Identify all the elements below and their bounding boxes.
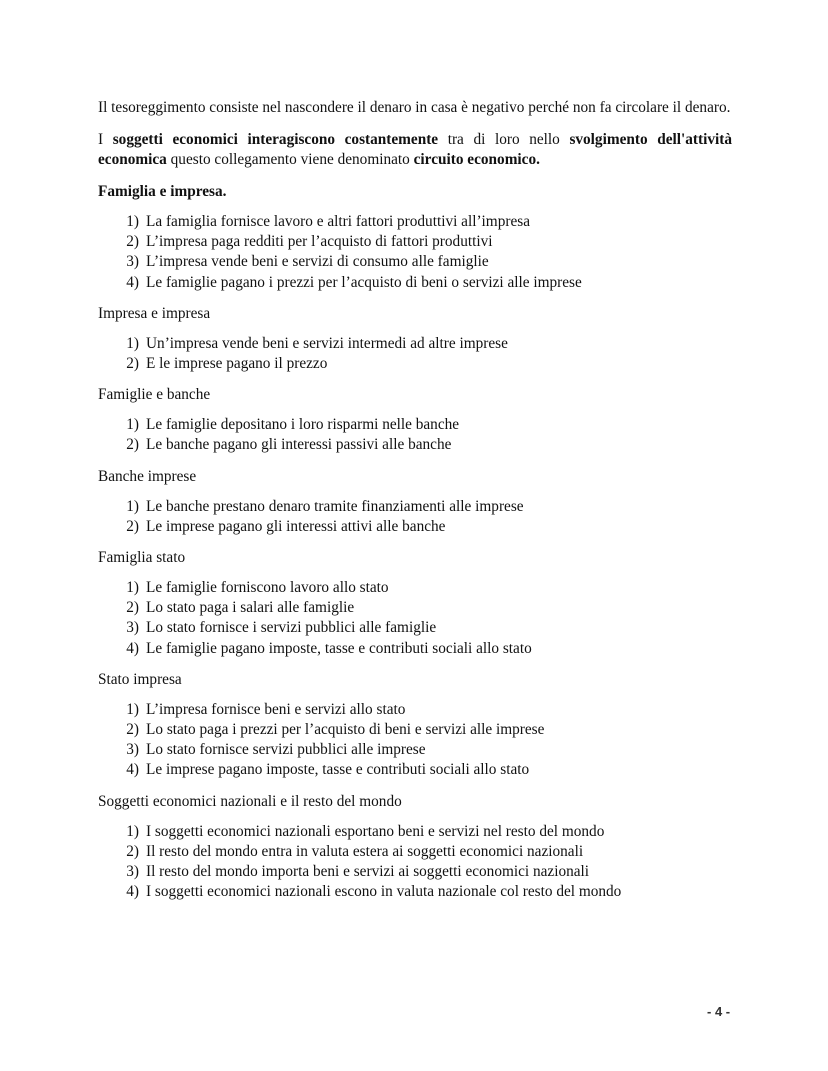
list-number: 1)	[126, 822, 139, 840]
list-number: 1)	[126, 334, 139, 352]
list-item-text: L’impresa paga redditi per l’acquisto di fattori produttivi	[146, 233, 493, 251]
list-number: 4)	[126, 639, 139, 657]
list-item-text: L’impresa fornisce beni e servizi allo stato	[146, 700, 406, 718]
list-item-text: Un’impresa vende beni e servizi intermedi ad altre imprese	[146, 334, 508, 352]
section-heading: Soggetti economici nazionali e il resto del mondo	[98, 792, 402, 810]
list-item-text: Lo stato fornisce servizi pubblici alle imprese	[146, 741, 426, 759]
list-number: 3)	[126, 619, 139, 637]
list-number: 1)	[126, 213, 139, 230]
list-item-text: I soggetti economici nazionali esportano beni e servizi nel resto del mondo	[146, 822, 605, 840]
list-item-text: Le famiglie depositano i loro risparmi nelle banche	[146, 416, 460, 434]
list-item-text: Lo stato paga i salari alle famiglie	[146, 599, 355, 617]
list-number: 2)	[126, 842, 139, 860]
list-number: 3)	[126, 741, 139, 759]
numbered-list	[98, 497, 732, 537]
list-item	[98, 517, 732, 537]
list-item-text: Il resto del mondo importa beni e servizi ai soggetti economici nazionali	[146, 863, 590, 881]
numbered-list	[98, 822, 732, 903]
list-number: 3)	[126, 863, 139, 881]
list-number: 1)	[126, 416, 139, 434]
list-item-text: Le imprese pagano gli interessi attivi alle banche	[146, 517, 446, 535]
numbered-list	[98, 578, 732, 659]
sections	[98, 182, 732, 902]
list-item	[98, 354, 732, 374]
list-item	[98, 232, 732, 252]
list-number: 4)	[126, 883, 139, 901]
list-item-text: L’impresa vende beni e servizi di consumo alle famiglie	[146, 253, 489, 271]
text-run: tra di loro nello	[438, 131, 570, 148]
list-number: 4)	[126, 761, 139, 779]
list-item	[98, 415, 732, 435]
list-number: 2)	[126, 233, 139, 251]
list-item	[98, 252, 732, 272]
numbered-list	[98, 415, 732, 455]
bold-phrase: soggetti economici interagiscono costantemente	[112, 131, 439, 148]
list-item-text: Le famiglie pagano i prezzi per l’acquisto di beni o servizi alle imprese	[146, 273, 582, 291]
list-item	[98, 273, 732, 293]
numbered-list	[98, 700, 732, 781]
section-heading: Famiglia e impresa.	[98, 183, 227, 200]
intro-paragraph: Il tesoreggimento consiste nel nascondere il denaro in casa è negativo perché non fa circolare il denaro.	[98, 99, 731, 116]
list-item-text: Il resto del mondo entra in valuta estera ai soggetti economici nazionali	[146, 842, 584, 860]
list-item-text: Lo stato paga i prezzi per l’acquisto di beni e servizi alle imprese	[146, 721, 545, 739]
list-item	[98, 639, 732, 659]
list-item	[98, 700, 732, 720]
list-item	[98, 760, 732, 780]
section-heading: Famiglie e banche	[98, 386, 211, 404]
list-item	[98, 497, 732, 517]
list-item	[98, 598, 732, 618]
list-item	[98, 720, 732, 740]
list-item	[98, 862, 732, 882]
list-item-text: Le famiglie pagano imposte, tasse e contributi sociali allo stato	[146, 639, 532, 657]
list-item	[98, 212, 732, 232]
list-number: 1)	[126, 579, 139, 597]
list-item-text: Le imprese pagano imposte, tasse e contributi sociali allo stato	[146, 761, 530, 779]
list-item	[98, 578, 732, 598]
list-item-text: Lo stato fornisce i servizi pubblici alle famiglie	[146, 619, 437, 637]
list-number: 2)	[126, 355, 139, 373]
list-item	[98, 842, 732, 862]
section-heading: Stato impresa	[98, 670, 182, 688]
list-item	[98, 822, 732, 842]
list-item-text: I soggetti economici nazionali escono in valuta nazionale col resto del mondo	[146, 883, 622, 901]
list-item	[98, 334, 732, 354]
numbered-list	[98, 334, 732, 374]
numbered-list	[98, 212, 732, 293]
list-item	[98, 740, 732, 760]
list-item	[98, 618, 732, 638]
list-number: 2)	[126, 721, 139, 739]
list-number: 1)	[126, 700, 139, 718]
text-run: questo collegamento viene denominato	[166, 151, 414, 168]
list-number: 1)	[126, 497, 139, 515]
circuit-paragraph	[98, 130, 732, 170]
document-page	[98, 98, 732, 913]
section-heading: Famiglia stato	[98, 549, 186, 567]
list-item-text: Le banche pagano gli interessi passivi alle banche	[146, 436, 452, 454]
bold-phrase: svolgimento dell'attività economica	[98, 131, 733, 168]
text-run: I	[98, 131, 113, 148]
list-item	[98, 882, 732, 902]
section-heading: Banche imprese	[98, 467, 197, 485]
list-item-text: Le famiglie forniscono lavoro allo stato	[146, 579, 389, 597]
page-number: - 4 -	[707, 1004, 731, 1019]
list-number: 2)	[126, 599, 139, 617]
list-item-text: E le imprese pagano il prezzo	[146, 355, 328, 373]
list-number: 3)	[126, 253, 139, 271]
section-heading: Impresa e impresa	[98, 304, 211, 322]
list-number: 2)	[126, 436, 139, 454]
bold-phrase: circuito economico.	[413, 151, 540, 168]
list-item	[98, 435, 732, 455]
list-item-text: La famiglia fornisce lavoro e altri fattori produttivi all’impresa	[146, 213, 530, 230]
list-item-text: Le banche prestano denaro tramite finanziamenti alle imprese	[146, 497, 524, 515]
list-number: 4)	[126, 273, 139, 291]
list-number: 2)	[126, 517, 139, 535]
